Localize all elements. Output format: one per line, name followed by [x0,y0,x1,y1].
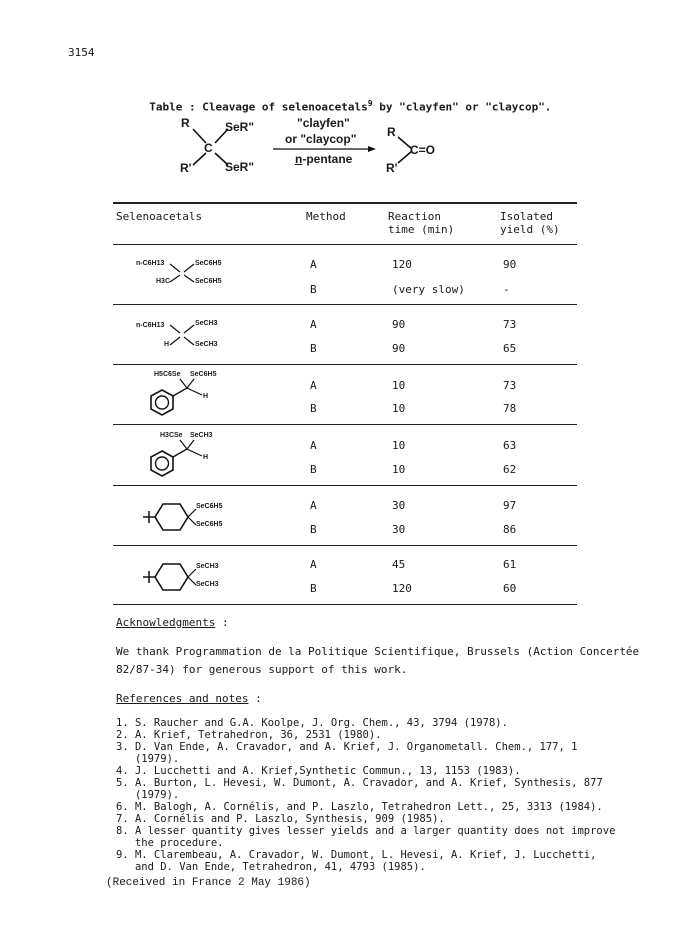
row-3-yield-b: 78 [503,402,517,415]
compound-3 [140,368,260,422]
row-2-time-a: 90 [392,318,406,331]
header-reaction-time: Reaction time (min) [388,210,455,236]
reference-line: 2. A. Krief, Tetrahedron, 36, 2531 (1980). [116,729,382,741]
row-3-method-b: B [310,402,317,415]
row-3-method-a: A [310,379,317,392]
row-3-time-b: 10 [392,402,406,415]
caption-superscript: 9 [367,99,373,108]
compound-5-bonds [138,492,278,542]
row-6-time-b: 120 [392,582,412,595]
product-carbonyl: C=O [410,143,436,157]
reactant-c: C [204,141,213,155]
received-date: (Received in France 2 May 1986) [106,877,311,889]
compound-2-left-top: n-C6H13 [136,322,165,329]
row-4-time-a: 10 [392,439,406,452]
compound-2-bonds [128,311,288,361]
row-5-yield-b: 86 [503,523,517,536]
acknowledgments-heading [116,616,229,629]
compound-5-se-top: SeC6H5 [196,503,223,510]
row-4-method-a: A [310,439,317,452]
table-bottom-rule [113,604,577,605]
reference-line: 4. J. Lucchetti and A. Krief,Synthetic Commun., 13, 1153 (1983). [116,765,521,777]
row-rule-5 [113,545,577,546]
reactant-se2: SeR" [225,160,255,174]
table-caption [136,84,551,114]
acknowledgments-colon: : [215,616,229,629]
reference-line: 9. M. Clarembeau, A. Cravador, W. Dumont, L. Hevesi, A. Krief, J. Lucchetti, [116,849,597,861]
caption-suffix: by "clayfen" or "claycop". [372,100,552,114]
row-rule-3 [113,424,577,425]
row-5-yield-a: 97 [503,499,517,512]
compound-3-se-left: H5C6Se [154,371,181,378]
row-4-yield-b: 62 [503,463,517,476]
row-rule-1 [113,304,577,305]
acknowledgments-title: Acknowledgments [116,616,216,629]
compound-1-se-top: SeC6H5 [195,260,222,267]
compound-6-se-bottom: SeCH3 [196,581,219,588]
row-3-yield-a: 73 [503,379,517,392]
compound-1 [128,250,288,300]
compound-1-bonds [128,250,288,300]
row-2-method-a: A [310,318,317,331]
reference-line: 6. M. Balogh, A. Cornélis, and P. Laszlo, Tetrahedron Lett., 25, 3313 (1984). [116,801,603,813]
row-1-yield-b: - [503,283,510,296]
compound-6-se-top: SeCH3 [196,563,219,570]
acknowledgments-text-2: 82/87-34) for generous support of this work. [116,663,408,676]
row-6-yield-a: 61 [503,558,517,571]
compound-5-se-bottom: SeC6H5 [196,521,223,528]
compound-2-se-bottom: SeCH3 [195,341,218,348]
product-r-prime: R' [386,161,398,175]
compound-4 [140,429,260,483]
row-5-time-b: 30 [392,523,406,536]
row-1-time-a: 120 [392,258,412,271]
reference-line: 1. S. Raucher and G.A. Koolpe, J. Org. Chem., 43, 3794 (1978). [116,717,508,729]
references-colon: : [248,692,262,705]
row-rule-4 [113,485,577,486]
row-3-time-a: 10 [392,379,406,392]
reagent-claycop: or "claycop" [285,132,357,146]
reactant-r: R [181,116,190,130]
references-heading [116,692,262,705]
row-4-method-b: B [310,463,317,476]
reactant-se1: SeR" [225,120,255,134]
reference-line: 3. D. Van Ende, A. Cravador, and A. Krief, J. Organometall. Chem., 177, 1 [116,741,578,753]
references-list [116,717,615,873]
row-1-method-b: B [310,283,317,296]
reference-line: 5. A. Burton, L. Hevesi, W. Dumont, A. Cravador, and A. Krief, Synthesis, 877 [116,777,603,789]
references-title: References and notes [116,692,249,705]
reference-line: (1979). [116,789,180,801]
row-6-method-a: A [310,558,317,571]
row-5-method-a: A [310,499,317,512]
acknowledgments-text-1: We thank Programmation de la Politique Scientifique, Brussels (Action Concertée [116,645,640,658]
compound-1-se-bottom: SeC6H5 [195,278,222,285]
row-rule-2 [113,364,577,365]
row-2-method-b: B [310,342,317,355]
reaction-scheme [180,112,460,178]
solvent-prefix: n [295,152,303,166]
page-number: 3154 [68,46,95,59]
row-4-yield-a: 63 [503,439,517,452]
reference-line: 7. A. Cornélis and P. Laszlo, Synthesis, 909 (1985). [116,813,445,825]
compound-6 [138,552,278,602]
reagent-solvent [295,152,352,166]
row-1-time-b: (very slow) [392,283,465,296]
row-2-yield-b: 65 [503,342,517,355]
reagent-clayfen: "clayfen" [297,116,350,130]
reference-line: (1979). [116,753,180,765]
compound-6-bonds [138,552,278,602]
row-6-method-b: B [310,582,317,595]
reference-line: 8. A lesser quantity gives lesser yields and a larger quantity does not improve [116,825,616,837]
reference-line: the procedure. [116,837,224,849]
compound-1-left-top: n-C6H13 [136,260,165,267]
row-6-time-a: 45 [392,558,406,571]
compound-2 [128,311,288,361]
row-5-method-b: B [310,523,317,536]
header-selenoacetals: Selenoacetals [116,210,203,223]
row-6-yield-b: 60 [503,582,517,595]
header-rule [113,244,577,245]
row-1-method-a: A [310,258,317,271]
row-2-yield-a: 73 [503,318,517,331]
compound-3-h: H [203,393,209,400]
compound-5 [138,492,278,542]
compound-4-se-right: SeCH3 [190,432,213,439]
row-4-time-b: 10 [392,463,406,476]
compound-2-left-bottom: H [164,341,170,348]
header-method: Method [306,210,346,223]
compound-4-h: H [203,454,209,461]
row-2-time-b: 90 [392,342,406,355]
row-5-time-a: 30 [392,499,406,512]
solvent-rest: -pentane [302,152,353,166]
caption-prefix: Table : Cleavage of selenoacetals [149,100,368,114]
compound-3-se-right: SeC6H5 [190,371,217,378]
table-top-rule [113,202,577,204]
row-1-yield-a: 90 [503,258,517,271]
reactant-r-prime: R' [180,161,192,175]
product-r: R [387,125,396,139]
compound-4-se-left: H3CSe [160,432,183,439]
header-isolated-yield: Isolated yield (%) [500,210,560,236]
compound-1-left-bottom: H3C [156,278,171,285]
compound-2-se-top: SeCH3 [195,320,218,327]
reference-line: and D. Van Ende, Tetrahedron, 41, 4793 (1985). [116,861,426,873]
